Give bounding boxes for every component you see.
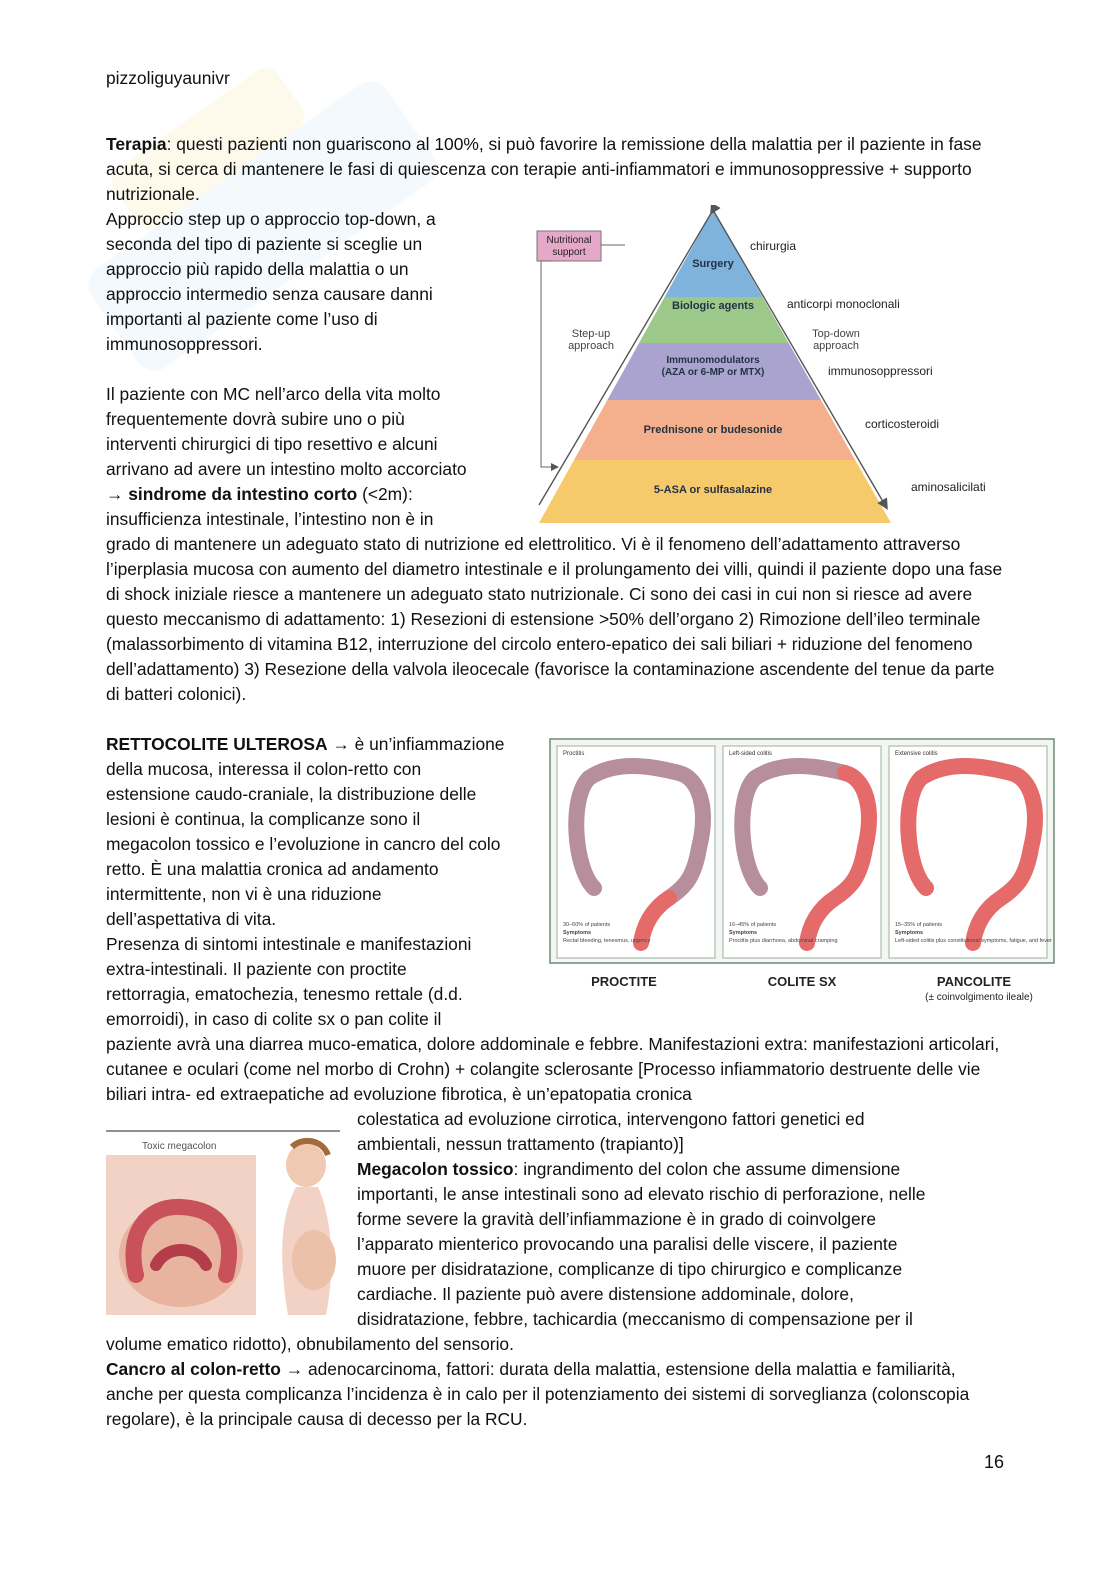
panel-extensive-title: Extensive colitis bbox=[895, 751, 938, 757]
rcu-line-1-rest: → è un’infiammazione bbox=[327, 734, 505, 754]
it-chirurgia: chirurgia bbox=[750, 239, 797, 253]
rcu-line-7: intermittente, non vi è una riduzione bbox=[106, 884, 382, 904]
panel-left-symptoms: Proctitis plus diarrhoea, abdominal cramping bbox=[729, 938, 838, 944]
paragraph-terapia bbox=[106, 132, 1006, 207]
rcu-bold: RETTOCOLITE ULTEROSA bbox=[106, 734, 328, 754]
level-biologic: Biologic agents bbox=[672, 300, 754, 312]
caption-pancolite: PANCOLITE bbox=[936, 974, 1012, 989]
panel-left-pct: 16–45% of patients bbox=[729, 922, 777, 928]
caption-colite-sx: COLITE SX bbox=[767, 974, 837, 989]
terapia-text: : questi pazienti non guariscono al 100%, si può favorire la remissione della malattia per il paziente in fase acuta, si cerca di mantenere le fasi di quiescenza con terapie anti-infiammatori e immunosoppressive + supporto nutrizionale. bbox=[106, 134, 982, 204]
step-up-label-1: Step-up bbox=[571, 328, 611, 340]
approccio-line-4: approccio intermedio senza causare danni bbox=[106, 284, 433, 304]
rcu-line-5: megacolon tossico e l’evoluzione in cancro del colo bbox=[106, 834, 501, 854]
level-5asa: 5-ASA or sulfasalazine bbox=[653, 484, 773, 496]
mega-line-8: cardiache. Il paziente può avere distensione addominale, dolore, bbox=[357, 1284, 854, 1304]
rcu-line-12: emorroidi), in caso di colite sx o pan colite il bbox=[106, 1009, 442, 1029]
terapia-label: Terapia bbox=[106, 134, 167, 154]
mega-line-5: forme severe la gravità dell’infiammazione è in grado di coinvolgere bbox=[357, 1209, 877, 1229]
megacolon-title: Toxic megacolon bbox=[142, 1141, 217, 1152]
nutritional-word-1: Nutritional bbox=[546, 235, 592, 246]
mega-line-9: disidratazione, febbre, tachicardia (meccanismo di compensazione per il bbox=[357, 1309, 913, 1329]
header-author: pizzoliguyaunivr bbox=[106, 68, 230, 88]
step-up-label-2: approach bbox=[568, 340, 614, 352]
panel-extensive-symptoms-label: Symptoms bbox=[895, 930, 924, 936]
approccio-line-2: seconda del tipo di paziente si sceglie un bbox=[106, 234, 423, 254]
rcu-line-2: della mucosa, interessa il colon-retto con bbox=[106, 759, 422, 779]
approccio-line-6: immunosoppressori. bbox=[106, 334, 263, 354]
mc-line-5 bbox=[106, 482, 413, 507]
it-aminosalicilati: aminosalicilati bbox=[911, 480, 986, 494]
level-immunomodulators-2: (AZA or 6-MP or MTX) bbox=[661, 367, 765, 378]
level-surgery: Surgery bbox=[692, 258, 734, 270]
mc-line-1: Il paziente con MC nell’arco della vita molto bbox=[106, 384, 441, 404]
level-prednisone: Prednisone or budesonide bbox=[643, 424, 783, 436]
panel-proctitis bbox=[557, 746, 715, 958]
rcu-line-8: dell’aspettativa di vita. bbox=[106, 909, 277, 929]
panel-extensive-pct: 15–35% of patients bbox=[895, 922, 943, 928]
mega-line-1: colestatica ad evoluzione cirrotica, intervengono fattori genetici ed bbox=[357, 1109, 865, 1129]
cancro-rest: → adenocarcinoma, fattori: durata della malattia, estensione della malattia e familiarità, anche per questa complicanza l’incidenza è in calo per il potenziamento dei sistemi di sorveglianza (colonscopia regolare), è la principale causa di decesso per la RCU. bbox=[106, 1359, 970, 1429]
page-number: 16 bbox=[983, 1452, 1004, 1472]
it-immunosoppressori: immunosoppressori bbox=[828, 364, 933, 378]
mega-line-3-rest: : ingrandimento del colon che assume dimensione bbox=[513, 1159, 901, 1179]
mega-line-4: importanti, le anse intestinali sono ad elevato rischio di perforazione, nelle bbox=[357, 1184, 926, 1204]
rcu-line-9: Presenza di sintomi intestinale e manifestazioni bbox=[106, 934, 472, 954]
nutritional-word-2: support bbox=[552, 247, 586, 258]
panel-proctitis-symptoms-label: Symptoms bbox=[563, 930, 592, 936]
mc-line-6: insufficienza intestinale, l’intestino non è in bbox=[106, 509, 434, 529]
panel-proctitis-title: Proctitis bbox=[563, 751, 585, 757]
it-corticosteroidi: corticosteroidi bbox=[865, 417, 940, 431]
rcu-line-4: lesioni è continua, la complicanze sono il bbox=[106, 809, 421, 829]
approccio-line-3: approccio più rapido della malattia o un bbox=[106, 259, 409, 279]
panel-extensive-symptoms: Left-sided colitis plus constitutional symptoms, fatigue, and fever bbox=[895, 938, 1052, 944]
mega-continuation: volume ematico ridotto), obnubilamento del sensorio. bbox=[106, 1334, 514, 1354]
it-anticorpi: anticorpi monoclonali bbox=[787, 297, 900, 311]
mc-bold: sindrome da intestino corto bbox=[128, 484, 358, 504]
mega-bold: Megacolon tossico bbox=[357, 1159, 514, 1179]
cancro-bold: Cancro al colon-retto bbox=[106, 1359, 281, 1379]
rcu-line-3: estensione caudo-craniale, la distribuzione delle bbox=[106, 784, 477, 804]
approccio-line-1: Approccio step up o approccio top-down, a bbox=[106, 209, 436, 229]
caption-pancolite-note: (± coinvolgimento ileale) bbox=[925, 992, 1033, 1003]
panel-proctitis-pct: 30–60% of patients bbox=[563, 922, 611, 928]
panel-left-sided bbox=[723, 746, 881, 958]
mc-line-4: arrivano ad avere un intestino molto accorciato bbox=[106, 459, 467, 479]
rcu-continuation: paziente avrà una diarrea muco-ematica, dolore addominale e febbre. Manifestazioni extra: manifestazioni articolari, cutanee e oculari (come nel morbo di Crohn) + colangite sclerosante [Processo infiammatorio destruente delle vie biliari intra- ed extraepatiche ad evoluzione fibrotica, è un’epatopatia cronica bbox=[106, 1034, 1000, 1104]
mc-line-3: interventi chirurgici di tipo resettivo e alcuni bbox=[106, 434, 438, 454]
toxic-megacolon-figure bbox=[106, 1125, 342, 1320]
top-down-label-1: Top-down bbox=[812, 328, 860, 340]
level-immunomodulators-1: Immunomodulators bbox=[666, 355, 760, 366]
rcu-line-10: extra-intestinali. Il paziente con proctite bbox=[106, 959, 407, 979]
paragraph-cancro bbox=[106, 1357, 1006, 1432]
caption-proctite: PROCTITE bbox=[591, 974, 657, 989]
top-down-label-2: approach bbox=[813, 340, 859, 352]
colitis-extent-figure bbox=[549, 738, 1055, 1008]
mega-line-7: muore per disidratazione, complicanze di tipo chirurgico e complicanze bbox=[357, 1259, 903, 1279]
mc-line-5-rest: (<2m): bbox=[357, 484, 413, 504]
panel-left-title: Left-sided colitis bbox=[729, 751, 773, 757]
approccio-line-5: importanti al paziente come l’uso di bbox=[106, 309, 378, 329]
rcu-line-6: retto. È una malattia cronica ad andamento bbox=[106, 859, 439, 879]
mc-arrow: → bbox=[106, 484, 129, 504]
panel-extensive bbox=[889, 746, 1052, 958]
panel-left-symptoms-label: Symptoms bbox=[729, 930, 758, 936]
mega-line-3 bbox=[357, 1157, 900, 1182]
rcu-line-1 bbox=[106, 732, 504, 757]
mega-line-6: l’apparato mienterico provocando una paralisi delle viscere, il paziente bbox=[357, 1234, 898, 1254]
therapy-pyramid-figure bbox=[533, 205, 1003, 525]
panel-proctitis-symptoms: Rectal bleeding, tenesmus, urgency bbox=[563, 938, 651, 944]
mega-line-2: ambientali, nessun trattamento (trapianto)] bbox=[357, 1134, 684, 1154]
mc-line-2: frequentemente dovrà subire uno o più bbox=[106, 409, 405, 429]
mc-continuation: grado di mantenere un adeguato stato di nutrizione ed elettrolitico. Vi è il fenomeno dell’adattamento attraverso l’iperplasia mucosa con aumento del diametro intestinale e il prolungamento dei villi, quindi il paziente dopo una fase di shock iniziale riesce a mantenere un adeguato stato nutrizionale. Ci sono dei casi in cui non si riesce ad avere questo meccanismo di adattamento: 1) Resezioni di estensione >50% dell’organo 2) Rimozione dell’ileo terminale (malassorbimento di vitamina B12, interruzione del circolo entero-epatico dei sali biliari + riduzione del fenomeno dell’adattamento) 3) Resezione della valvola ileocecale (favorisce la contaminazione ascendente del tenue da parte di batteri colonici). bbox=[106, 534, 1003, 704]
rcu-line-11: rettorragia, ematochezia, tenesmo rettale (d.d. bbox=[106, 984, 463, 1004]
